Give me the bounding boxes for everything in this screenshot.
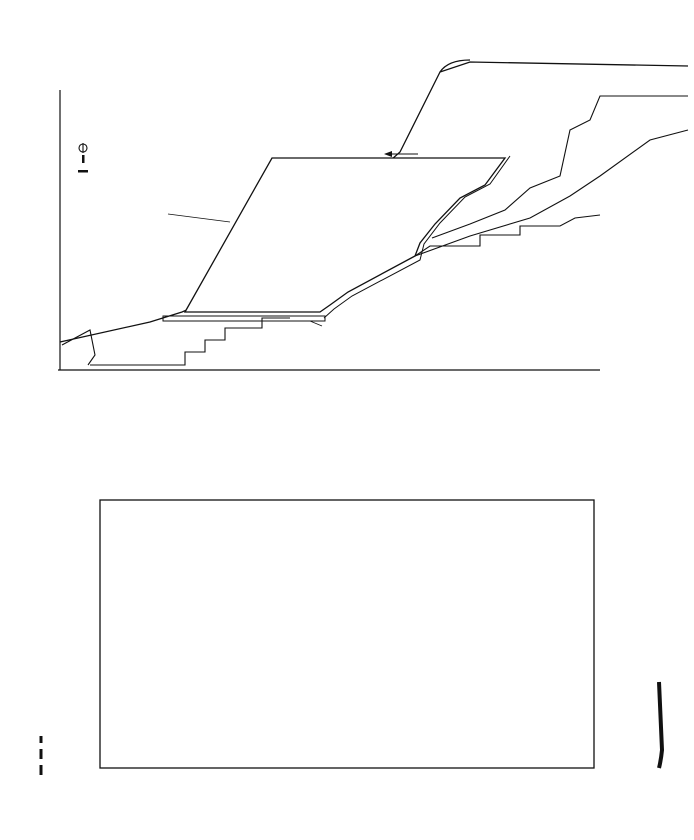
bentokies-layer	[163, 316, 325, 321]
bentokies-leader	[310, 321, 322, 326]
slope-indicator	[384, 151, 418, 157]
vertical-pressure-gauge-icon	[78, 170, 88, 173]
measurement-chart	[41, 500, 662, 775]
erdkoerper-leader	[168, 214, 230, 222]
rock-steps-bottom	[90, 318, 290, 365]
cross-section-drawing	[58, 60, 688, 370]
section-legend	[78, 143, 88, 173]
legend-row-3	[78, 170, 88, 173]
reinforced-earth-body	[185, 158, 505, 312]
legend-row-1	[79, 143, 87, 153]
rock-steps-right	[415, 215, 600, 256]
right-axis-title	[659, 682, 662, 768]
horizontal-pressure-gauge-icon	[82, 155, 85, 163]
right-axis-solid-key	[659, 682, 662, 768]
chart-plot-frame	[100, 500, 594, 768]
legend-row-2	[82, 155, 85, 163]
